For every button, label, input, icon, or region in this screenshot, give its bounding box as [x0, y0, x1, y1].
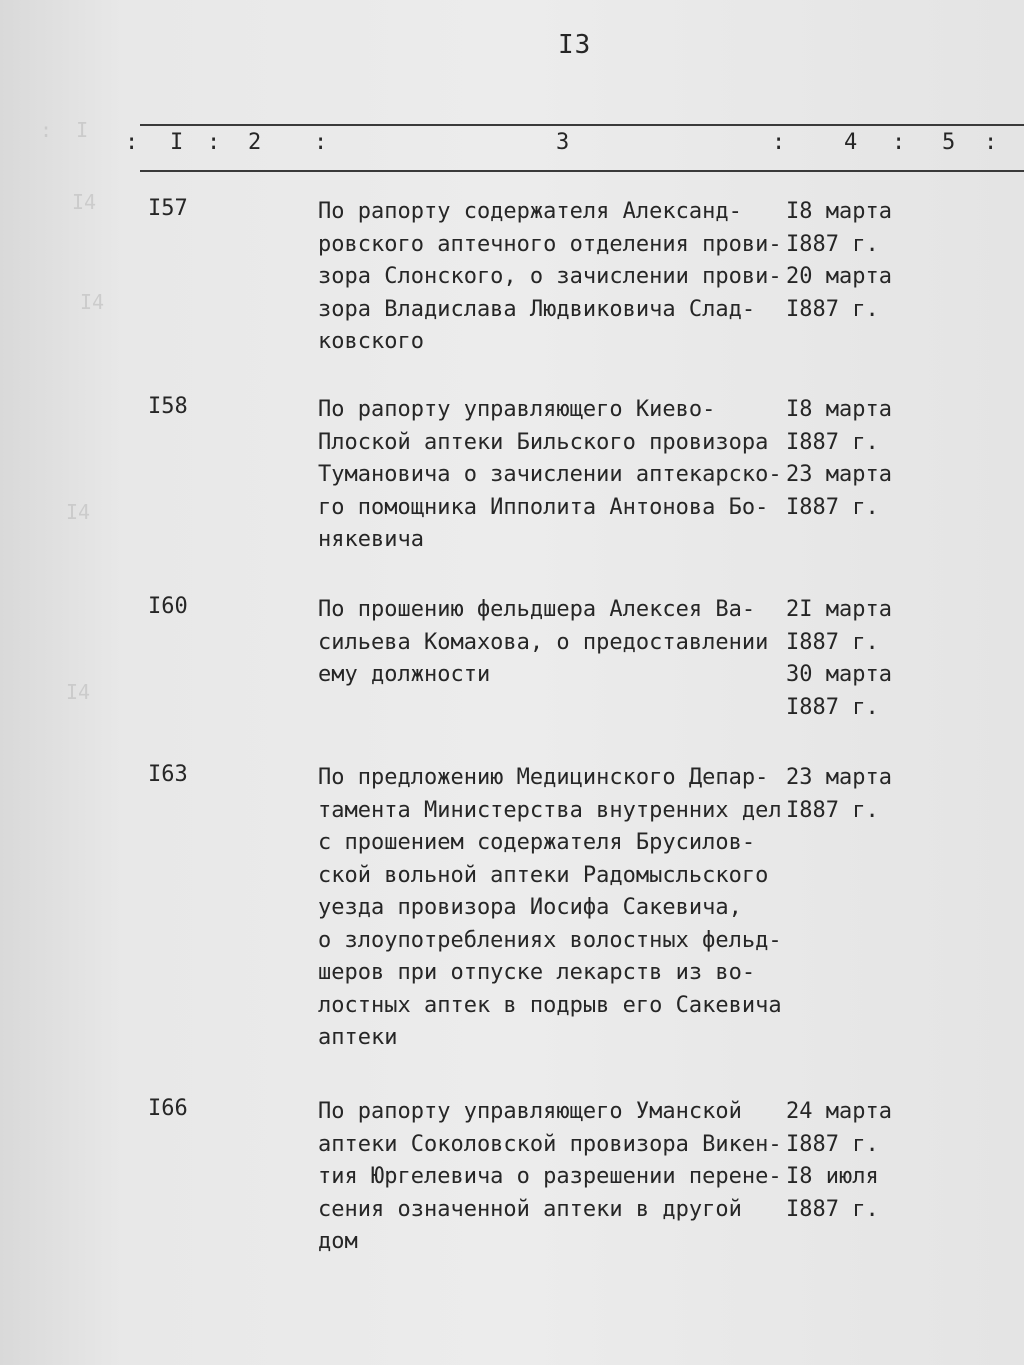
date-line: I8 марта	[786, 397, 892, 422]
date-line: 24 марта	[786, 1099, 892, 1124]
description-line: уезда провизора Иосифа Сакевича,	[318, 895, 742, 920]
entry-dates	[786, 394, 892, 524]
description-line: аптеки	[318, 1025, 398, 1050]
entry-number: I57	[148, 196, 188, 221]
entry-description	[318, 394, 798, 557]
date-line: I887 г.	[786, 1196, 879, 1222]
description-line: ему должности	[318, 662, 491, 687]
bleed-through-mark: I4	[72, 190, 97, 214]
description-line: ской вольной аптеки Радомысльского	[318, 862, 769, 888]
entry-number: I58	[148, 394, 188, 419]
description-line: По предложению Медицинского Депар-	[318, 765, 769, 790]
date-line: I887 г.	[786, 1131, 879, 1157]
entry-description	[318, 196, 798, 359]
entry-description	[318, 762, 798, 1055]
bleed-through-mark: I4	[80, 290, 105, 314]
description-line: По рапорту управляющего Киево-	[318, 397, 716, 422]
description-line: ковского	[318, 329, 424, 354]
page-number: I3	[558, 30, 592, 60]
date-line: I887 г.	[786, 429, 879, 455]
description-line: ровского аптечного отделения прови-	[318, 231, 782, 257]
description-line: някевича	[318, 527, 424, 552]
description-line: зора Владислава Людвиковича Слад-	[318, 296, 756, 322]
description-line: дом	[318, 1229, 358, 1254]
column-separator: :	[207, 130, 221, 155]
entry-description	[318, 594, 798, 692]
description-line: лостных аптек в подрыв его Сакевича	[318, 992, 782, 1018]
date-line: I8 июля	[786, 1164, 879, 1189]
date-line: I887 г.	[786, 797, 879, 823]
entry-dates	[786, 1096, 892, 1226]
description-line: тамента Министерства внутренних дел	[318, 797, 782, 823]
description-line: По рапорту управляющего Уманской	[318, 1099, 742, 1124]
entry-number: I66	[148, 1096, 188, 1121]
description-line: сения означенной аптеки в другой	[318, 1196, 742, 1222]
column-header-3: 3	[556, 130, 570, 155]
description-line: аптеки Соколовской провизора Викен-	[318, 1131, 782, 1157]
description-line: шеров при отпуске лекарств из во-	[318, 960, 756, 985]
entry-number: I63	[148, 762, 188, 787]
column-separator: :	[892, 130, 906, 155]
description-line: сильева Комахова, о предоставлении	[318, 629, 769, 655]
date-line: I887 г.	[786, 494, 879, 520]
description-line: По прошению фельдшера Алексея Ва-	[318, 597, 756, 622]
column-separator: :	[772, 130, 786, 155]
entry-dates	[786, 196, 892, 326]
column-header-4: 4	[844, 130, 858, 155]
date-line: I887 г.	[786, 694, 879, 720]
description-line: тия Юргелевича о разрешении перене-	[318, 1164, 782, 1189]
date-line: I887 г.	[786, 296, 879, 322]
description-line: зора Слонского, о зачислении прови-	[318, 264, 782, 289]
entry-dates	[786, 594, 892, 724]
column-separator: :	[984, 130, 998, 155]
date-line: I887 г.	[786, 231, 879, 257]
date-line: I887 г.	[786, 629, 879, 655]
bleed-through-mark: I4	[66, 500, 91, 524]
column-header-1: I	[170, 130, 184, 155]
header-rule-bottom	[140, 170, 1024, 172]
column-separator: :	[314, 130, 328, 155]
entry-dates	[786, 762, 892, 827]
date-line: 30 марта	[786, 662, 892, 687]
date-line: 2I марта	[786, 597, 892, 622]
description-line: Тумановича о зачислении аптекарско-	[318, 462, 782, 487]
date-line: 20 марта	[786, 264, 892, 289]
description-line: о злоупотреблениях волостных фельд-	[318, 927, 782, 953]
column-header-5: 5	[942, 130, 956, 155]
date-line: I8 марта	[786, 199, 892, 224]
header-rule-top	[140, 124, 1024, 126]
entry-number: I60	[148, 594, 188, 619]
date-line: 23 марта	[786, 765, 892, 790]
entry-description	[318, 1096, 798, 1259]
column-header-row	[0, 130, 1024, 166]
description-line: Плоской аптеки Бильского провизора	[318, 429, 769, 455]
description-line: с прошением содержателя Брусилов-	[318, 830, 756, 855]
date-line: 23 марта	[786, 462, 892, 487]
bleed-through-mark: I4	[66, 680, 91, 704]
description-line: го помощника Ипполита Антонова Бо-	[318, 494, 769, 520]
column-separator: :	[125, 130, 139, 155]
column-header-2: 2	[248, 130, 262, 155]
bleed-through-mark: : I	[40, 118, 89, 142]
description-line: По рапорту содержателя Александ-	[318, 199, 742, 224]
